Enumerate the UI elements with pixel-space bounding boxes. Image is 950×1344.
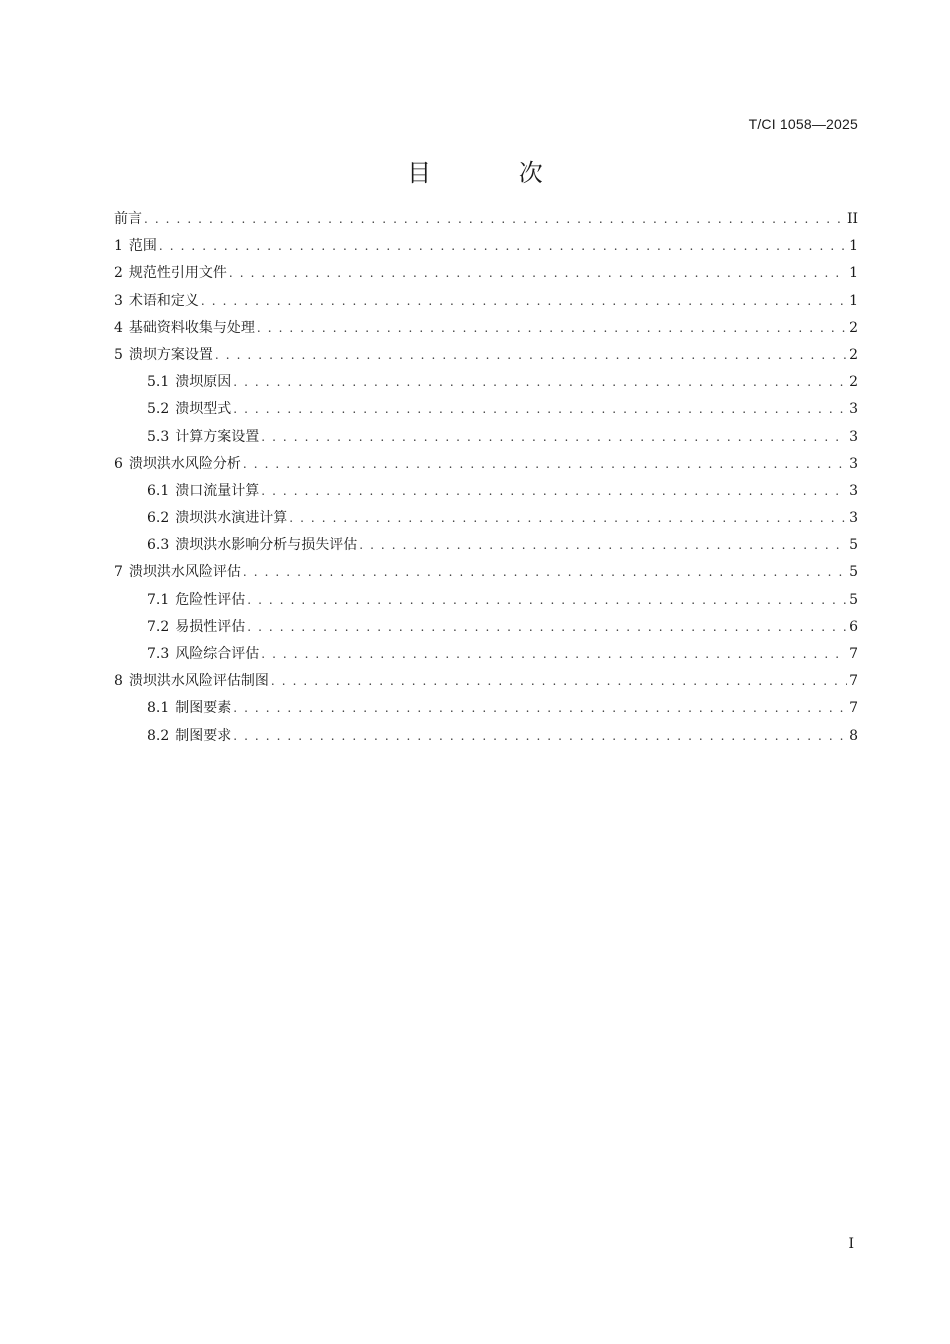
toc-entry-label xyxy=(114,206,142,233)
toc-entry-label xyxy=(147,641,259,668)
document-code: T/CI 1058—2025 xyxy=(748,116,858,132)
toc-entry[interactable] xyxy=(114,532,858,559)
toc-entry-label xyxy=(114,288,199,315)
toc-entry-title: 前言 xyxy=(114,211,142,227)
toc-leader-dots xyxy=(144,206,845,233)
toc-entry-page: 7 xyxy=(849,700,858,717)
toc-entry-title: 溃坝洪水风险分析 xyxy=(128,455,241,472)
toc-entry[interactable] xyxy=(114,342,858,369)
toc-entry-number: 7.3 xyxy=(147,646,170,662)
toc-title: 目 次 xyxy=(407,159,583,187)
toc-entry-label xyxy=(114,315,255,342)
toc-entry[interactable] xyxy=(114,559,858,586)
toc-entry-title: 溃坝原因 xyxy=(175,374,232,391)
toc-entry-number: 5.1 xyxy=(147,374,170,391)
toc-entry-page: 3 xyxy=(849,455,858,472)
toc-entry-page: 8 xyxy=(849,727,858,744)
toc-entry[interactable] xyxy=(114,288,858,315)
toc-entry-number: 8 xyxy=(114,673,123,690)
toc-entry-number: 7 xyxy=(114,564,123,581)
toc-entry-label xyxy=(114,233,157,260)
toc-leader-dots xyxy=(289,505,847,532)
toc-entry-title: 溃坝洪水演进计算 xyxy=(175,510,288,527)
toc-entry-label xyxy=(147,505,287,532)
toc-entry-page: II xyxy=(846,211,858,227)
toc-entry[interactable] xyxy=(114,614,858,641)
toc-entry-number: 7.2 xyxy=(147,618,170,635)
toc-entry-number: 2 xyxy=(114,265,123,282)
toc-entry-label xyxy=(147,532,357,559)
toc-entry-title: 溃坝型式 xyxy=(175,401,232,418)
toc-leader-dots xyxy=(233,369,847,396)
toc-entry-title: 范围 xyxy=(128,238,157,255)
toc-entry-title: 术语和定义 xyxy=(128,292,199,309)
page-number: I xyxy=(848,1236,854,1252)
toc-entry-page: 5 xyxy=(849,591,858,608)
toc-entry-label xyxy=(147,723,231,750)
toc-entry-number: 6 xyxy=(114,455,123,472)
toc-entry[interactable] xyxy=(114,587,858,614)
toc-entry-number: 6.1 xyxy=(147,482,170,499)
toc-entry[interactable] xyxy=(114,668,858,695)
toc-entry-number: 6.3 xyxy=(147,537,170,554)
toc-leader-dots xyxy=(233,723,847,750)
toc-entry-number: 8.1 xyxy=(147,700,170,717)
toc-entry[interactable] xyxy=(114,369,858,396)
toc-entry[interactable] xyxy=(114,206,858,233)
toc-entry-page: 1 xyxy=(849,292,858,309)
toc-entry[interactable] xyxy=(114,695,858,722)
toc-entry-number: 1 xyxy=(114,238,123,255)
toc-leader-dots xyxy=(243,559,847,586)
toc-entry-title: 易损性评估 xyxy=(175,618,246,635)
toc-entry-page: 1 xyxy=(849,238,858,255)
toc-entry-title: 规范性引用文件 xyxy=(128,265,227,282)
toc-entry-page: 7 xyxy=(849,646,858,662)
toc-entry-page: 3 xyxy=(849,401,858,418)
toc-entry-number: 7.1 xyxy=(147,591,170,608)
toc-entry-label xyxy=(147,369,231,396)
toc-entry-title: 风险综合评估 xyxy=(175,646,260,662)
toc-entry-title: 溃坝洪水风险评估制图 xyxy=(128,673,269,690)
toc-entry[interactable] xyxy=(114,315,858,342)
toc-entry-page: 3 xyxy=(849,510,858,527)
toc-entry-title: 溃坝洪水风险评估 xyxy=(128,564,241,581)
toc-entry-page: 5 xyxy=(849,564,858,581)
toc-entry-page: 2 xyxy=(849,374,858,391)
toc-entry[interactable] xyxy=(114,424,858,451)
toc-leader-dots xyxy=(261,478,847,505)
toc-leader-dots xyxy=(247,587,847,614)
toc-leader-dots xyxy=(247,614,847,641)
toc-leader-dots xyxy=(215,342,847,369)
toc-leader-dots xyxy=(261,424,847,451)
toc-entry[interactable] xyxy=(114,396,858,423)
toc-entry-label xyxy=(147,587,245,614)
toc-entry-title: 制图要求 xyxy=(175,727,232,744)
toc-entry[interactable] xyxy=(114,478,858,505)
toc-entry-title: 溃坝洪水影响分析与损失评估 xyxy=(175,537,358,554)
toc-entry-number: 5.2 xyxy=(147,401,170,418)
toc-entry-page: 7 xyxy=(849,673,858,690)
toc-leader-dots xyxy=(261,641,847,668)
toc-entry-label xyxy=(114,260,227,287)
toc-leader-dots xyxy=(201,288,847,315)
toc-entry-label xyxy=(114,342,213,369)
toc-leader-dots xyxy=(271,668,847,695)
toc-leader-dots xyxy=(257,315,847,342)
toc-entry-title: 制图要素 xyxy=(175,700,232,717)
toc-entry-label xyxy=(114,451,241,478)
toc-entry[interactable] xyxy=(114,641,858,668)
toc-entry-title: 溃口流量计算 xyxy=(175,482,260,499)
toc-entry[interactable] xyxy=(114,451,858,478)
toc-entry-title: 基础资料收集与处理 xyxy=(128,319,255,336)
toc-entry-label xyxy=(147,396,231,423)
toc-entry-page: 3 xyxy=(849,428,858,445)
toc-leader-dots xyxy=(229,260,847,287)
toc-entry-page: 1 xyxy=(849,265,858,282)
toc-entry-number: 4 xyxy=(114,319,123,336)
toc-entry-number: 3 xyxy=(114,292,123,309)
toc-entry[interactable] xyxy=(114,260,858,287)
toc-entry-title: 危险性评估 xyxy=(175,591,246,608)
toc-entry-page: 6 xyxy=(849,618,858,635)
toc-leader-dots xyxy=(159,233,847,260)
toc-entry-number: 6.2 xyxy=(147,510,170,527)
toc-entry[interactable] xyxy=(114,505,858,532)
toc-entry-title: 溃坝方案设置 xyxy=(128,346,213,363)
toc-entry[interactable] xyxy=(114,723,858,750)
toc-entry-label xyxy=(114,559,241,586)
toc-entry-number: 5.3 xyxy=(147,428,170,445)
toc-leader-dots xyxy=(243,451,847,478)
toc-entry-number: 5 xyxy=(114,346,123,363)
toc-entry[interactable] xyxy=(114,233,858,260)
table-of-contents xyxy=(114,206,858,750)
toc-entry-title: 计算方案设置 xyxy=(175,428,260,445)
toc-entry-label xyxy=(147,695,231,722)
toc-leader-dots xyxy=(359,532,847,559)
toc-entry-label xyxy=(147,424,259,451)
toc-entry-label xyxy=(147,614,245,641)
toc-entry-page: 2 xyxy=(849,346,858,363)
toc-entry-label xyxy=(147,478,259,505)
toc-leader-dots xyxy=(233,695,847,722)
toc-entry-label xyxy=(114,668,269,695)
toc-entry-page: 5 xyxy=(849,537,858,554)
toc-entry-number: 8.2 xyxy=(147,727,170,744)
toc-entry-page: 3 xyxy=(849,482,858,499)
toc-leader-dots xyxy=(233,396,847,423)
toc-entry-page: 2 xyxy=(849,319,858,336)
